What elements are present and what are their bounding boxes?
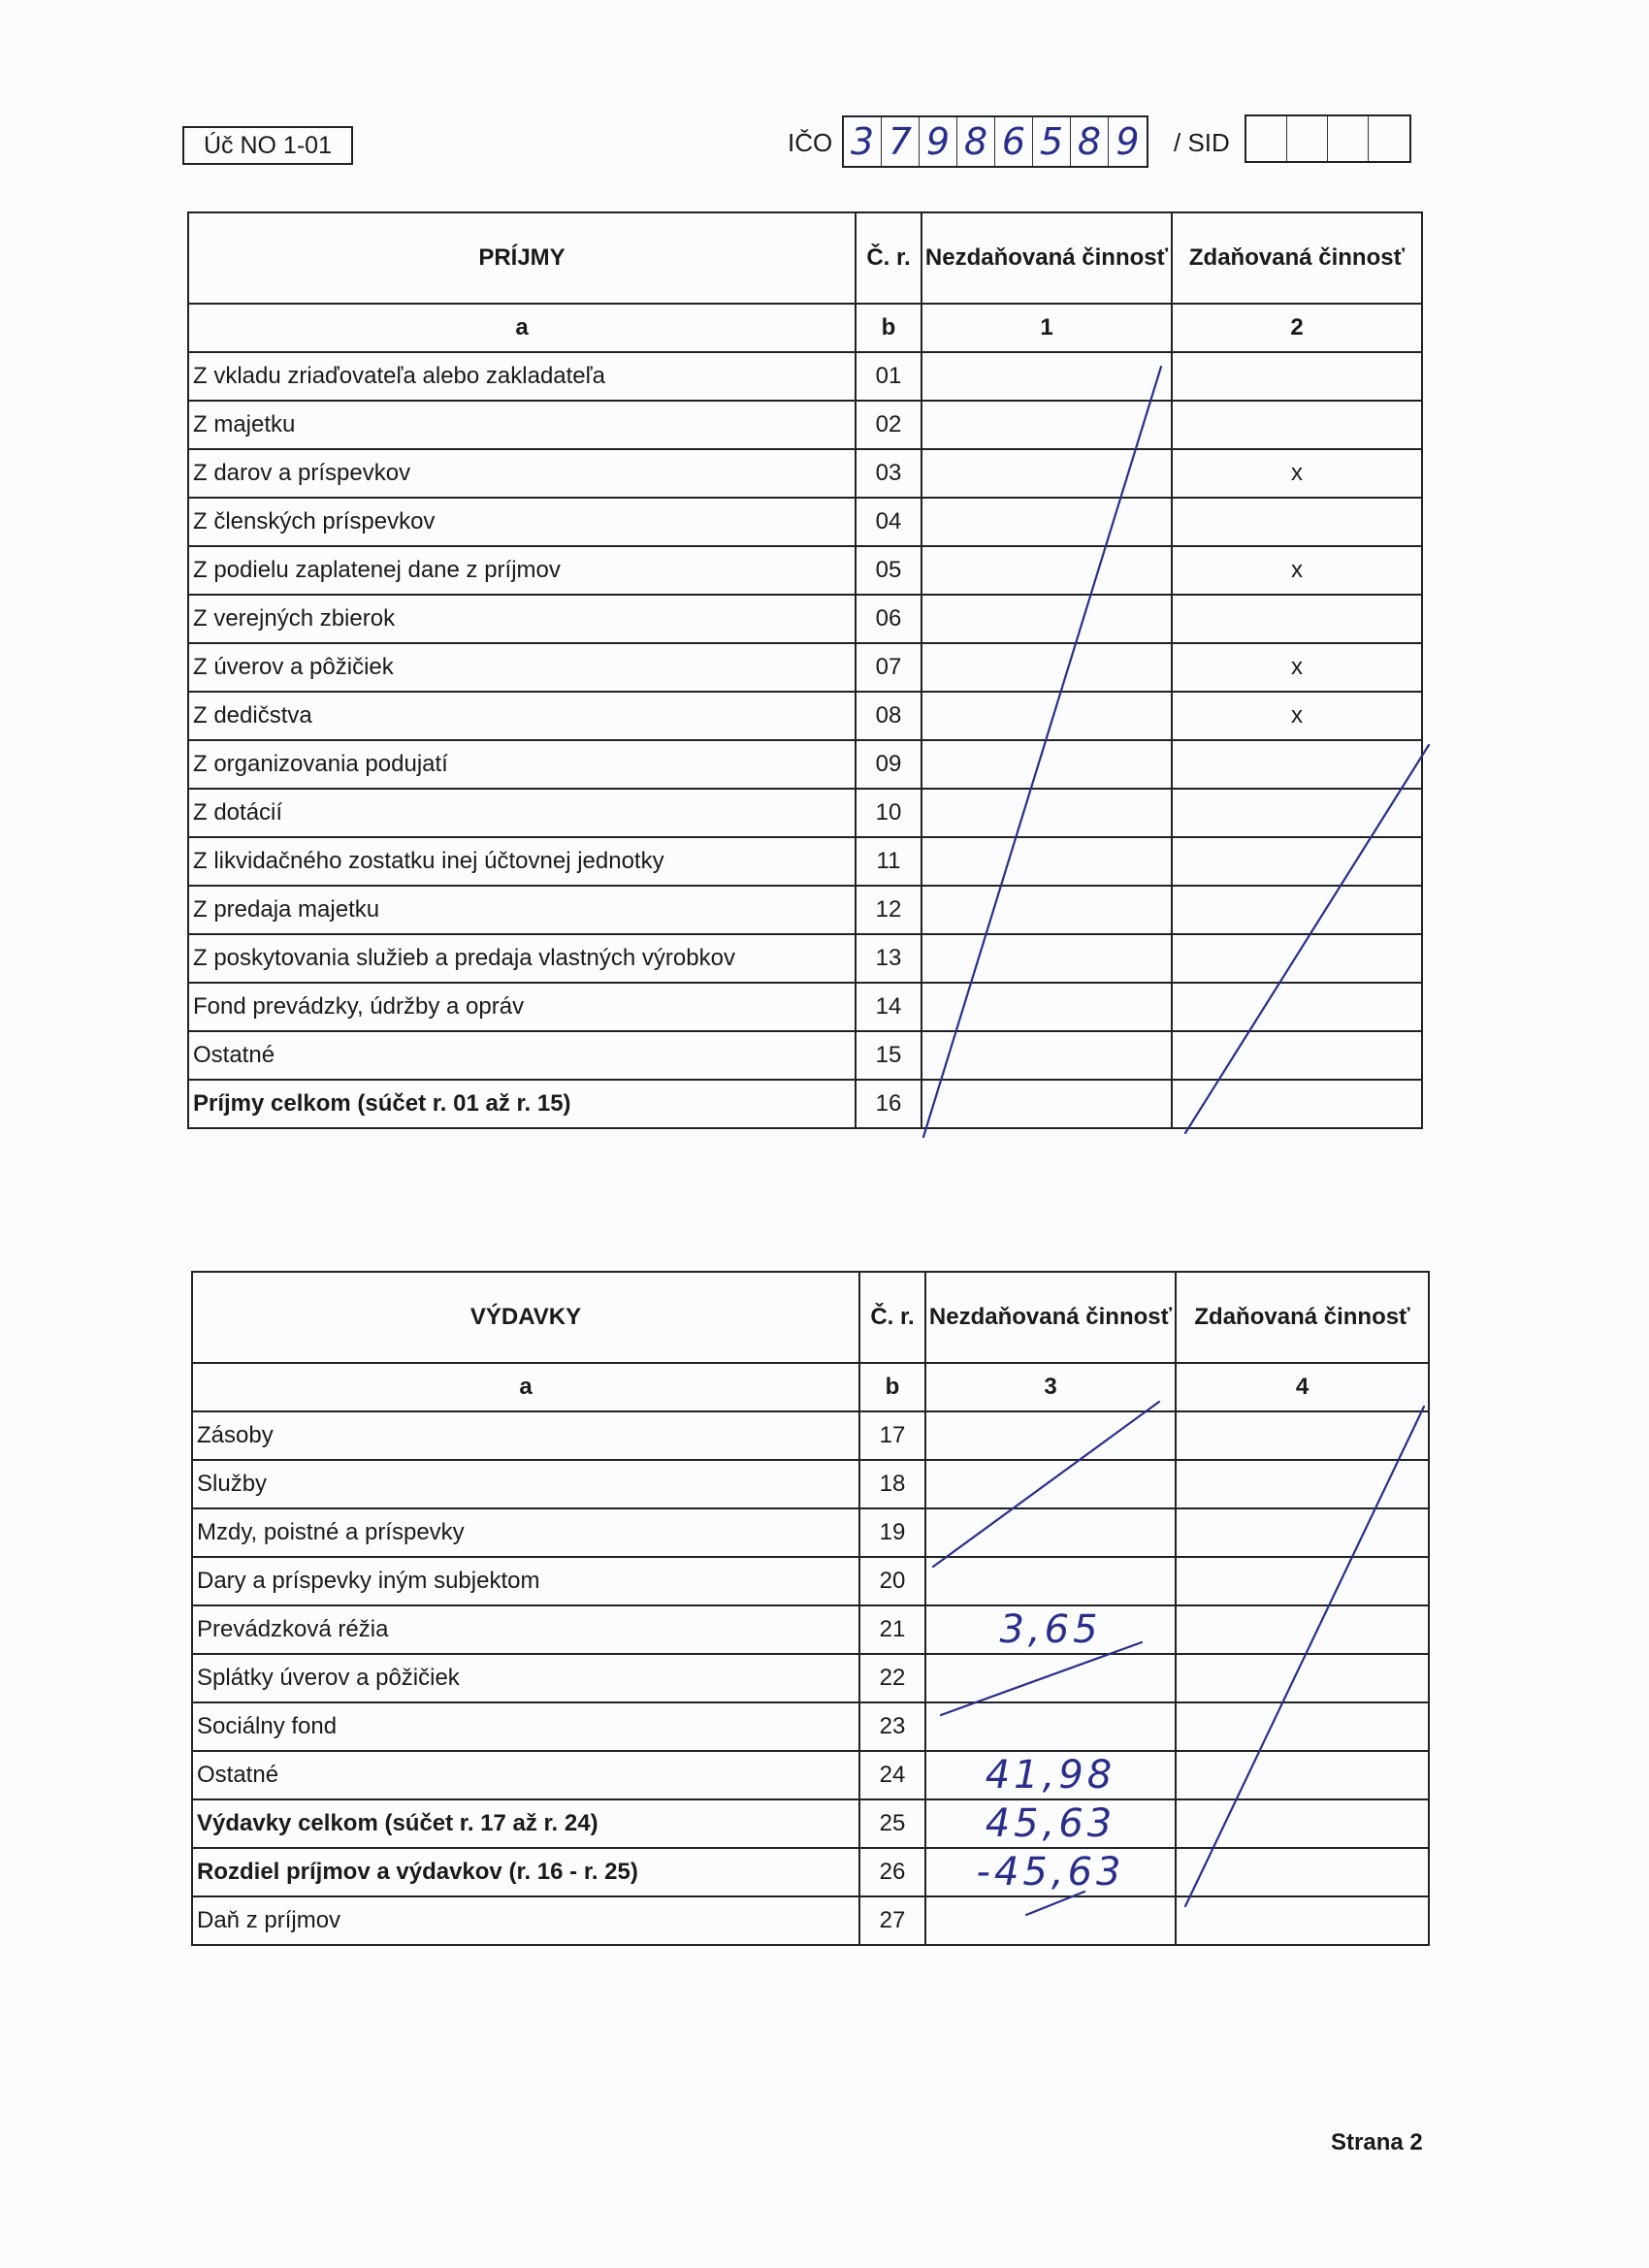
row-label: Zásoby bbox=[192, 1411, 859, 1460]
subheader-col3: 3 bbox=[925, 1363, 1176, 1411]
table-row bbox=[188, 595, 1422, 643]
table-row bbox=[192, 1411, 1429, 1460]
taxed-value[interactable] bbox=[1172, 352, 1422, 401]
row-label: Z vkladu zriaďovateľa alebo zakladateľa bbox=[188, 352, 856, 401]
non-taxed-value[interactable]: 45,63 bbox=[925, 1799, 1176, 1848]
row-label: Mzdy, poistné a príspevky bbox=[192, 1508, 859, 1557]
ico-digit[interactable]: 9 bbox=[920, 117, 957, 166]
table-row bbox=[192, 1508, 1429, 1557]
non-taxed-value[interactable] bbox=[925, 1508, 1176, 1557]
form-code: Úč NO 1-01 bbox=[182, 126, 353, 165]
table-row bbox=[188, 692, 1422, 740]
row-number: 20 bbox=[859, 1557, 925, 1605]
table-row bbox=[188, 498, 1422, 546]
row-label: Z členských príspevkov bbox=[188, 498, 856, 546]
ico-digit[interactable]: 6 bbox=[995, 117, 1033, 166]
non-taxed-value[interactable] bbox=[922, 546, 1172, 595]
row-number: 23 bbox=[859, 1702, 925, 1751]
row-number: 13 bbox=[856, 934, 922, 983]
table-row bbox=[192, 1896, 1429, 1945]
non-taxed-value[interactable] bbox=[922, 886, 1172, 934]
row-number: 16 bbox=[856, 1080, 922, 1128]
table-row bbox=[192, 1751, 1429, 1799]
row-number: 01 bbox=[856, 352, 922, 401]
taxed-header: Zdaňovaná činnosť bbox=[1176, 1272, 1429, 1363]
non-taxed-header: Nezdaňovaná činnosť bbox=[925, 1272, 1176, 1363]
taxed-value[interactable] bbox=[1172, 934, 1422, 983]
row-number: 21 bbox=[859, 1605, 925, 1654]
row-number: 11 bbox=[856, 837, 922, 886]
non-taxed-value[interactable] bbox=[922, 643, 1172, 692]
non-taxed-value[interactable]: -45,63 bbox=[925, 1848, 1176, 1896]
row-number: 15 bbox=[856, 1031, 922, 1080]
non-taxed-value[interactable] bbox=[922, 934, 1172, 983]
taxed-value[interactable] bbox=[1172, 595, 1422, 643]
non-taxed-value[interactable] bbox=[922, 595, 1172, 643]
row-label: Z darov a príspevkov bbox=[188, 449, 856, 498]
ico-digit[interactable]: 8 bbox=[1071, 117, 1109, 166]
table-row bbox=[188, 740, 1422, 789]
table-row bbox=[188, 886, 1422, 934]
row-number-header: Č. r. bbox=[859, 1272, 925, 1363]
taxed-header: Zdaňovaná činnosť bbox=[1172, 212, 1422, 304]
taxed-value[interactable] bbox=[1172, 498, 1422, 546]
row-label: Z úverov a pôžičiek bbox=[188, 643, 856, 692]
taxed-value[interactable] bbox=[1172, 837, 1422, 886]
row-label: Z podielu zaplatenej dane z príjmov bbox=[188, 546, 856, 595]
sid-field[interactable] bbox=[1245, 114, 1411, 163]
row-number: 12 bbox=[856, 886, 922, 934]
non-taxed-header: Nezdaňovaná činnosť bbox=[922, 212, 1172, 304]
non-taxed-value[interactable] bbox=[922, 789, 1172, 837]
non-taxed-value[interactable] bbox=[925, 1896, 1176, 1945]
non-taxed-value[interactable] bbox=[922, 740, 1172, 789]
taxed-value[interactable] bbox=[1176, 1508, 1429, 1557]
taxed-value[interactable] bbox=[1176, 1654, 1429, 1702]
non-taxed-value[interactable] bbox=[925, 1702, 1176, 1751]
row-label: Príjmy celkom (súčet r. 01 až r. 15) bbox=[188, 1080, 856, 1128]
subheader-b: b bbox=[859, 1363, 925, 1411]
row-number-header: Č. r. bbox=[856, 212, 922, 304]
table-row bbox=[188, 837, 1422, 886]
taxed-value[interactable] bbox=[1176, 1557, 1429, 1605]
sid-digit[interactable] bbox=[1287, 116, 1328, 161]
subheader-b: b bbox=[856, 304, 922, 352]
non-taxed-value[interactable] bbox=[922, 1031, 1172, 1080]
row-number: 27 bbox=[859, 1896, 925, 1945]
table-row bbox=[192, 1557, 1429, 1605]
taxed-value[interactable]: x bbox=[1172, 449, 1422, 498]
row-label: Fond prevádzky, údržby a opráv bbox=[188, 983, 856, 1031]
taxed-value[interactable] bbox=[1176, 1896, 1429, 1945]
taxed-value[interactable] bbox=[1176, 1460, 1429, 1508]
non-taxed-value[interactable] bbox=[922, 401, 1172, 449]
row-label: Z organizovania podujatí bbox=[188, 740, 856, 789]
subheader-col2: 2 bbox=[1172, 304, 1422, 352]
income-title: PRÍJMY bbox=[188, 212, 856, 304]
ico-digit[interactable]: 7 bbox=[882, 117, 920, 166]
row-number: 14 bbox=[856, 983, 922, 1031]
ico-field[interactable] bbox=[842, 115, 1148, 168]
table-row bbox=[192, 1605, 1429, 1654]
row-label: Daň z príjmov bbox=[192, 1896, 859, 1945]
ico-digit[interactable]: 5 bbox=[1033, 117, 1071, 166]
subheader-col4: 4 bbox=[1176, 1363, 1429, 1411]
non-taxed-value[interactable] bbox=[925, 1557, 1176, 1605]
expense-title: VÝDAVKY bbox=[192, 1272, 859, 1363]
expense-table bbox=[191, 1271, 1430, 1946]
sid-digit[interactable] bbox=[1246, 116, 1287, 161]
row-label: Z dedičstva bbox=[188, 692, 856, 740]
non-taxed-value[interactable] bbox=[922, 352, 1172, 401]
row-label: Ostatné bbox=[192, 1751, 859, 1799]
ico-digit[interactable]: 8 bbox=[957, 117, 995, 166]
ico-label: IČO bbox=[788, 128, 833, 157]
row-label: Rozdiel príjmov a výdavkov (r. 16 - r. 25) bbox=[192, 1848, 859, 1896]
taxed-value[interactable] bbox=[1172, 886, 1422, 934]
subheader-a: a bbox=[192, 1363, 859, 1411]
row-number: 24 bbox=[859, 1751, 925, 1799]
income-table bbox=[187, 211, 1423, 1129]
page-number: Strana 2 bbox=[1331, 2129, 1423, 2155]
non-taxed-value[interactable] bbox=[922, 449, 1172, 498]
row-number: 17 bbox=[859, 1411, 925, 1460]
ico-digit[interactable]: 9 bbox=[1116, 120, 1140, 163]
taxed-value[interactable] bbox=[1172, 789, 1422, 837]
table-row bbox=[192, 1799, 1429, 1848]
row-label: Prevádzková réžia bbox=[192, 1605, 859, 1654]
taxed-value[interactable] bbox=[1172, 1080, 1422, 1128]
non-taxed-value[interactable] bbox=[922, 837, 1172, 886]
taxed-value[interactable]: x bbox=[1172, 643, 1422, 692]
non-taxed-value[interactable] bbox=[925, 1654, 1176, 1702]
table-row bbox=[188, 643, 1422, 692]
non-taxed-value[interactable]: 41,98 bbox=[925, 1751, 1176, 1799]
non-taxed-value[interactable] bbox=[922, 692, 1172, 740]
row-number: 09 bbox=[856, 740, 922, 789]
row-label: Splátky úverov a pôžičiek bbox=[192, 1654, 859, 1702]
row-number: 08 bbox=[856, 692, 922, 740]
taxed-value[interactable]: x bbox=[1172, 546, 1422, 595]
row-number: 26 bbox=[859, 1848, 925, 1896]
non-taxed-value[interactable] bbox=[925, 1411, 1176, 1460]
row-number: 10 bbox=[856, 789, 922, 837]
taxed-value[interactable] bbox=[1176, 1799, 1429, 1848]
table-row bbox=[188, 1031, 1422, 1080]
sid-label: / SID bbox=[1174, 128, 1230, 157]
taxed-value[interactable] bbox=[1176, 1411, 1429, 1460]
table-row bbox=[188, 983, 1422, 1031]
table-row bbox=[188, 546, 1422, 595]
ico-digit[interactable]: 3 bbox=[844, 117, 882, 166]
table-row bbox=[188, 934, 1422, 983]
taxed-value[interactable] bbox=[1176, 1605, 1429, 1654]
row-number: 05 bbox=[856, 546, 922, 595]
row-number: 02 bbox=[856, 401, 922, 449]
sid-digit[interactable] bbox=[1369, 116, 1409, 161]
taxed-value[interactable] bbox=[1176, 1751, 1429, 1799]
row-number: 22 bbox=[859, 1654, 925, 1702]
non-taxed-value[interactable] bbox=[922, 498, 1172, 546]
row-label: Z dotácií bbox=[188, 789, 856, 837]
row-label: Ostatné bbox=[188, 1031, 856, 1080]
row-label: Výdavky celkom (súčet r. 17 až r. 24) bbox=[192, 1799, 859, 1848]
row-number: 25 bbox=[859, 1799, 925, 1848]
taxed-value[interactable] bbox=[1172, 401, 1422, 449]
non-taxed-value[interactable] bbox=[925, 1460, 1176, 1508]
taxed-value[interactable] bbox=[1176, 1848, 1429, 1896]
table-row bbox=[188, 449, 1422, 498]
table-row bbox=[188, 1080, 1422, 1128]
row-label: Z poskytovania služieb a predaja vlastných výrobkov bbox=[188, 934, 856, 983]
table-row bbox=[192, 1848, 1429, 1896]
taxed-value[interactable]: x bbox=[1172, 692, 1422, 740]
row-number: 06 bbox=[856, 595, 922, 643]
row-label: Z likvidačného zostatku inej účtovnej jednotky bbox=[188, 837, 856, 886]
row-number: 19 bbox=[859, 1508, 925, 1557]
taxed-value[interactable] bbox=[1172, 983, 1422, 1031]
row-number: 18 bbox=[859, 1460, 925, 1508]
row-label: Sociálny fond bbox=[192, 1702, 859, 1751]
taxed-value[interactable] bbox=[1172, 1031, 1422, 1080]
non-taxed-value[interactable] bbox=[922, 983, 1172, 1031]
table-row bbox=[188, 789, 1422, 837]
table-row bbox=[192, 1654, 1429, 1702]
table-row bbox=[188, 352, 1422, 401]
row-label: Z majetku bbox=[188, 401, 856, 449]
row-label: Z predaja majetku bbox=[188, 886, 856, 934]
row-number: 04 bbox=[856, 498, 922, 546]
taxed-value[interactable] bbox=[1176, 1702, 1429, 1751]
subheader-a: a bbox=[188, 304, 856, 352]
table-row bbox=[192, 1460, 1429, 1508]
non-taxed-value[interactable] bbox=[922, 1080, 1172, 1128]
sid-digit[interactable] bbox=[1328, 116, 1369, 161]
row-number: 07 bbox=[856, 643, 922, 692]
row-label: Z verejných zbierok bbox=[188, 595, 856, 643]
row-label: Služby bbox=[192, 1460, 859, 1508]
non-taxed-value[interactable]: 3,65 bbox=[925, 1605, 1176, 1654]
row-number: 03 bbox=[856, 449, 922, 498]
row-label: Dary a príspevky iným subjektom bbox=[192, 1557, 859, 1605]
subheader-col1: 1 bbox=[922, 304, 1172, 352]
table-row bbox=[192, 1702, 1429, 1751]
table-row bbox=[188, 401, 1422, 449]
taxed-value[interactable] bbox=[1172, 740, 1422, 789]
